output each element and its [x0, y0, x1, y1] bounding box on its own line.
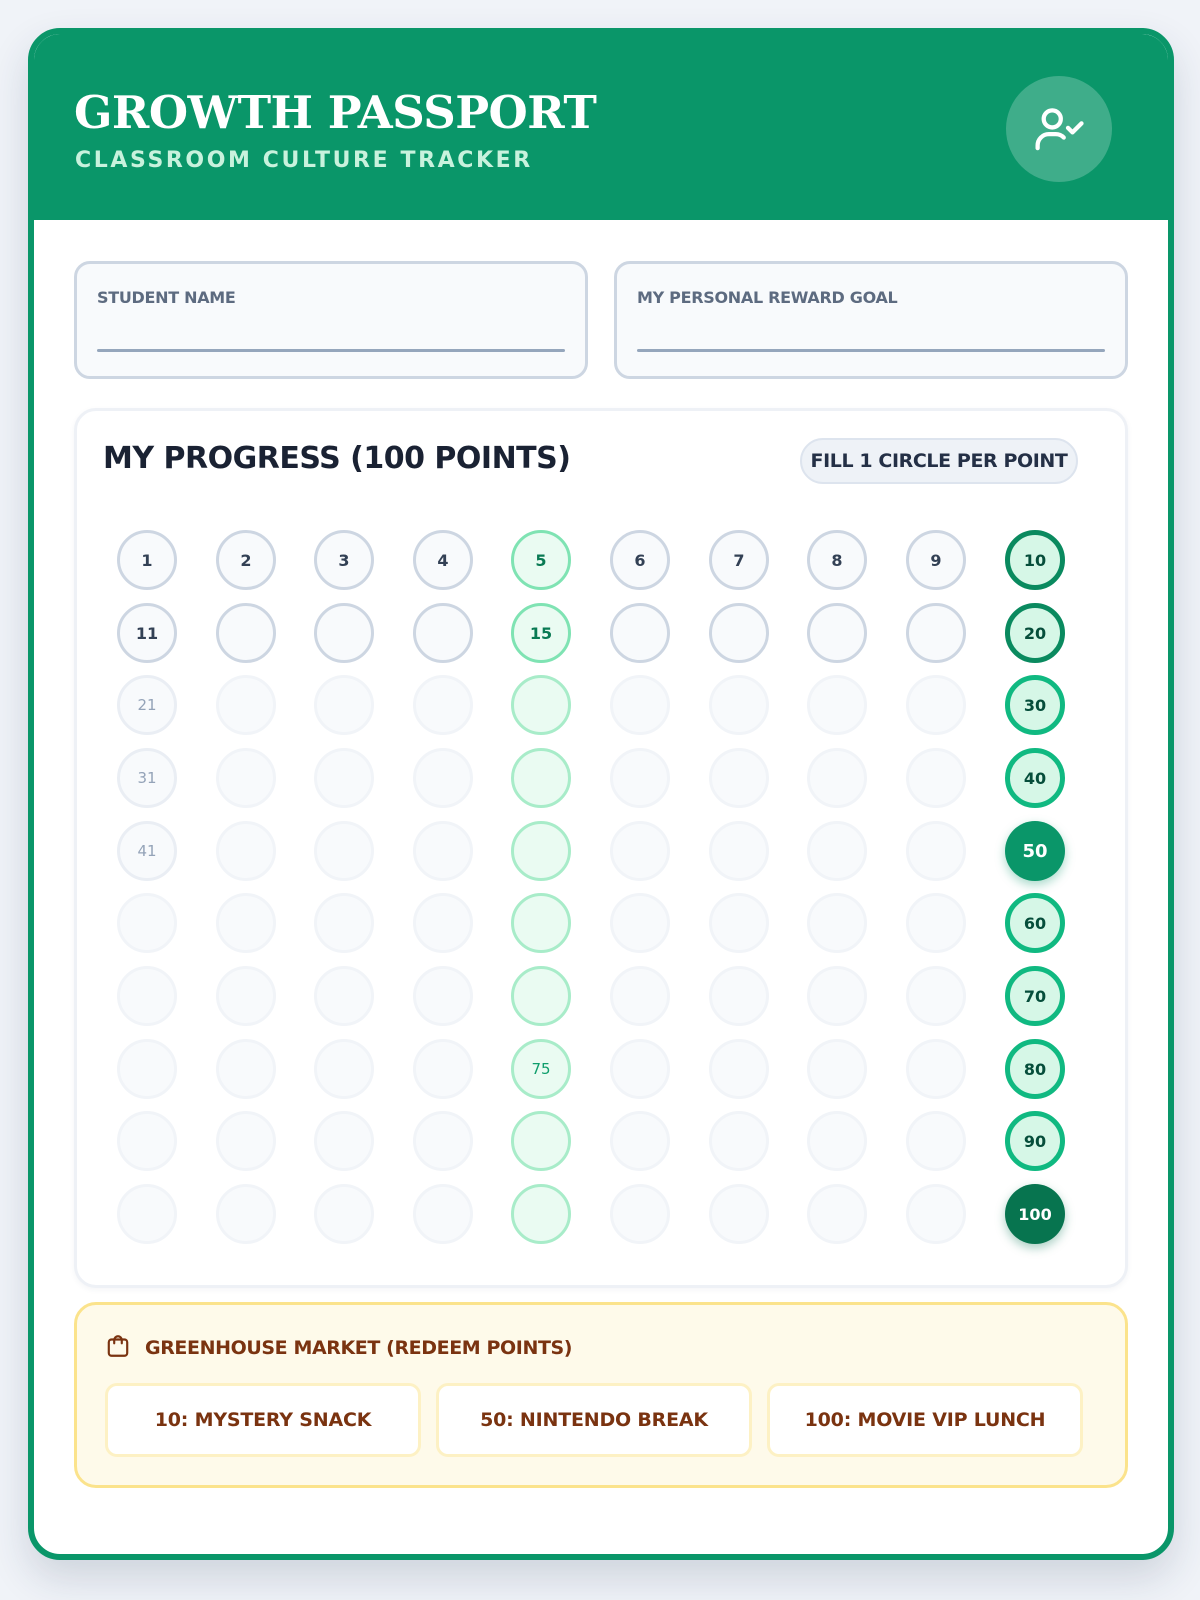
point-circle-84[interactable] [413, 1111, 473, 1171]
point-circle-58[interactable] [807, 893, 867, 953]
point-circle-24[interactable] [413, 675, 473, 735]
point-circle-14[interactable] [413, 603, 473, 663]
point-circle-45[interactable] [511, 821, 571, 881]
reward-goal-label: MY PERSONAL REWARD GOAL [637, 288, 898, 307]
reward-nintendo-break[interactable]: 50: NINTENDO BREAK [436, 1383, 752, 1457]
point-circle-17[interactable] [709, 603, 769, 663]
user-check-icon [1006, 76, 1112, 182]
point-circle-98[interactable] [807, 1184, 867, 1244]
point-circle-15[interactable]: 15 [511, 603, 571, 663]
point-circle-22[interactable] [216, 675, 276, 735]
point-circle-51[interactable] [117, 893, 177, 953]
point-circle-31[interactable]: 31 [117, 748, 177, 808]
point-circle-97[interactable] [709, 1184, 769, 1244]
shopping-bag-icon [105, 1333, 131, 1363]
point-circle-19[interactable] [906, 603, 966, 663]
point-circle-13[interactable] [314, 603, 374, 663]
point-circle-7[interactable]: 7 [709, 530, 769, 590]
point-circle-47[interactable] [709, 821, 769, 881]
point-circle-85[interactable] [511, 1111, 571, 1171]
progress-panel [74, 408, 1128, 1288]
point-circle-29[interactable] [906, 675, 966, 735]
page-title: GROWTH PASSPORT [74, 86, 597, 139]
point-circle-90[interactable]: 90 [1005, 1111, 1065, 1171]
point-circle-71[interactable] [117, 1039, 177, 1099]
point-circle-43[interactable] [314, 821, 374, 881]
point-circle-79[interactable] [906, 1039, 966, 1099]
point-circle-35[interactable] [511, 748, 571, 808]
point-circle-34[interactable] [413, 748, 473, 808]
point-circle-53[interactable] [314, 893, 374, 953]
point-circle-52[interactable] [216, 893, 276, 953]
point-circle-78[interactable] [807, 1039, 867, 1099]
point-circle-83[interactable] [314, 1111, 374, 1171]
point-circle-40[interactable]: 40 [1005, 748, 1065, 808]
passport-card [28, 28, 1174, 1560]
point-circle-16[interactable] [610, 603, 670, 663]
point-circle-62[interactable] [216, 966, 276, 1026]
point-circle-60[interactable]: 60 [1005, 893, 1065, 953]
point-circle-66[interactable] [610, 966, 670, 1026]
point-circle-37[interactable] [709, 748, 769, 808]
student-name-label: STUDENT NAME [97, 288, 236, 307]
point-circle-55[interactable] [511, 893, 571, 953]
point-circle-30[interactable]: 30 [1005, 675, 1065, 735]
point-circle-10[interactable]: 10 [1005, 530, 1065, 590]
point-circle-28[interactable] [807, 675, 867, 735]
header-banner [34, 34, 1168, 220]
point-circle-70[interactable]: 70 [1005, 966, 1065, 1026]
point-circle-4[interactable]: 4 [413, 530, 473, 590]
point-circle-82[interactable] [216, 1111, 276, 1171]
point-circle-48[interactable] [807, 821, 867, 881]
point-circle-74[interactable] [413, 1039, 473, 1099]
reward-mystery-snack[interactable]: 10: MYSTERY SNACK [105, 1383, 421, 1457]
point-circle-41[interactable]: 41 [117, 821, 177, 881]
point-circle-87[interactable] [709, 1111, 769, 1171]
point-circle-39[interactable] [906, 748, 966, 808]
greenhouse-market [74, 1302, 1128, 1488]
page-subtitle: CLASSROOM CULTURE TRACKER [75, 148, 533, 173]
point-circle-67[interactable] [709, 966, 769, 1026]
point-circle-91[interactable] [117, 1184, 177, 1244]
point-circle-9[interactable]: 9 [906, 530, 966, 590]
point-circle-81[interactable] [117, 1111, 177, 1171]
point-circle-57[interactable] [709, 893, 769, 953]
student-name-field[interactable] [74, 261, 588, 379]
point-circle-1[interactable]: 1 [117, 530, 177, 590]
reward-movie-vip-lunch[interactable]: 100: MOVIE VIP LUNCH [767, 1383, 1083, 1457]
point-circle-32[interactable] [216, 748, 276, 808]
point-circle-33[interactable] [314, 748, 374, 808]
point-circle-95[interactable] [511, 1184, 571, 1244]
point-circle-18[interactable] [807, 603, 867, 663]
point-circle-42[interactable] [216, 821, 276, 881]
point-circle-63[interactable] [314, 966, 374, 1026]
point-circle-69[interactable] [906, 966, 966, 1026]
point-circle-3[interactable]: 3 [314, 530, 374, 590]
point-circle-65[interactable] [511, 966, 571, 1026]
point-circle-86[interactable] [610, 1111, 670, 1171]
point-circle-56[interactable] [610, 893, 670, 953]
point-circle-49[interactable] [906, 821, 966, 881]
point-circle-21[interactable]: 21 [117, 675, 177, 735]
point-circle-8[interactable]: 8 [807, 530, 867, 590]
point-circle-80[interactable]: 80 [1005, 1039, 1065, 1099]
point-circle-26[interactable] [610, 675, 670, 735]
point-circle-5[interactable]: 5 [511, 530, 571, 590]
point-circle-75[interactable]: 75 [511, 1039, 571, 1099]
market-header [105, 1333, 572, 1363]
point-circle-50[interactable]: 50 [1005, 821, 1065, 881]
point-circle-6[interactable]: 6 [610, 530, 670, 590]
point-circle-64[interactable] [413, 966, 473, 1026]
point-circle-94[interactable] [413, 1184, 473, 1244]
point-circle-54[interactable] [413, 893, 473, 953]
point-circle-72[interactable] [216, 1039, 276, 1099]
market-title: GREENHOUSE MARKET (REDEEM POINTS) [145, 1337, 573, 1359]
point-circle-61[interactable] [117, 966, 177, 1026]
point-circle-88[interactable] [807, 1111, 867, 1171]
point-circle-20[interactable]: 20 [1005, 603, 1065, 663]
student-name-input-line[interactable] [97, 349, 565, 352]
point-circle-46[interactable] [610, 821, 670, 881]
point-circle-11[interactable]: 11 [117, 603, 177, 663]
point-circle-100[interactable]: 100 [1005, 1184, 1065, 1244]
point-circle-38[interactable] [807, 748, 867, 808]
point-circle-77[interactable] [709, 1039, 769, 1099]
point-circle-25[interactable] [511, 675, 571, 735]
point-circle-92[interactable] [216, 1184, 276, 1244]
reward-goal-field[interactable] [614, 261, 1128, 379]
point-circle-89[interactable] [906, 1111, 966, 1171]
point-circle-76[interactable] [610, 1039, 670, 1099]
point-circle-93[interactable] [314, 1184, 374, 1244]
point-circle-12[interactable] [216, 603, 276, 663]
point-circle-68[interactable] [807, 966, 867, 1026]
point-circle-23[interactable] [314, 675, 374, 735]
point-circle-36[interactable] [610, 748, 670, 808]
point-circle-2[interactable]: 2 [216, 530, 276, 590]
progress-title: MY PROGRESS (100 POINTS) [103, 441, 571, 476]
instruction-pill: FILL 1 CIRCLE PER POINT [800, 438, 1078, 484]
reward-goal-input-line[interactable] [637, 349, 1105, 352]
point-circle-44[interactable] [413, 821, 473, 881]
point-circle-59[interactable] [906, 893, 966, 953]
point-circle-96[interactable] [610, 1184, 670, 1244]
point-circle-27[interactable] [709, 675, 769, 735]
point-circle-99[interactable] [906, 1184, 966, 1244]
point-circle-73[interactable] [314, 1039, 374, 1099]
